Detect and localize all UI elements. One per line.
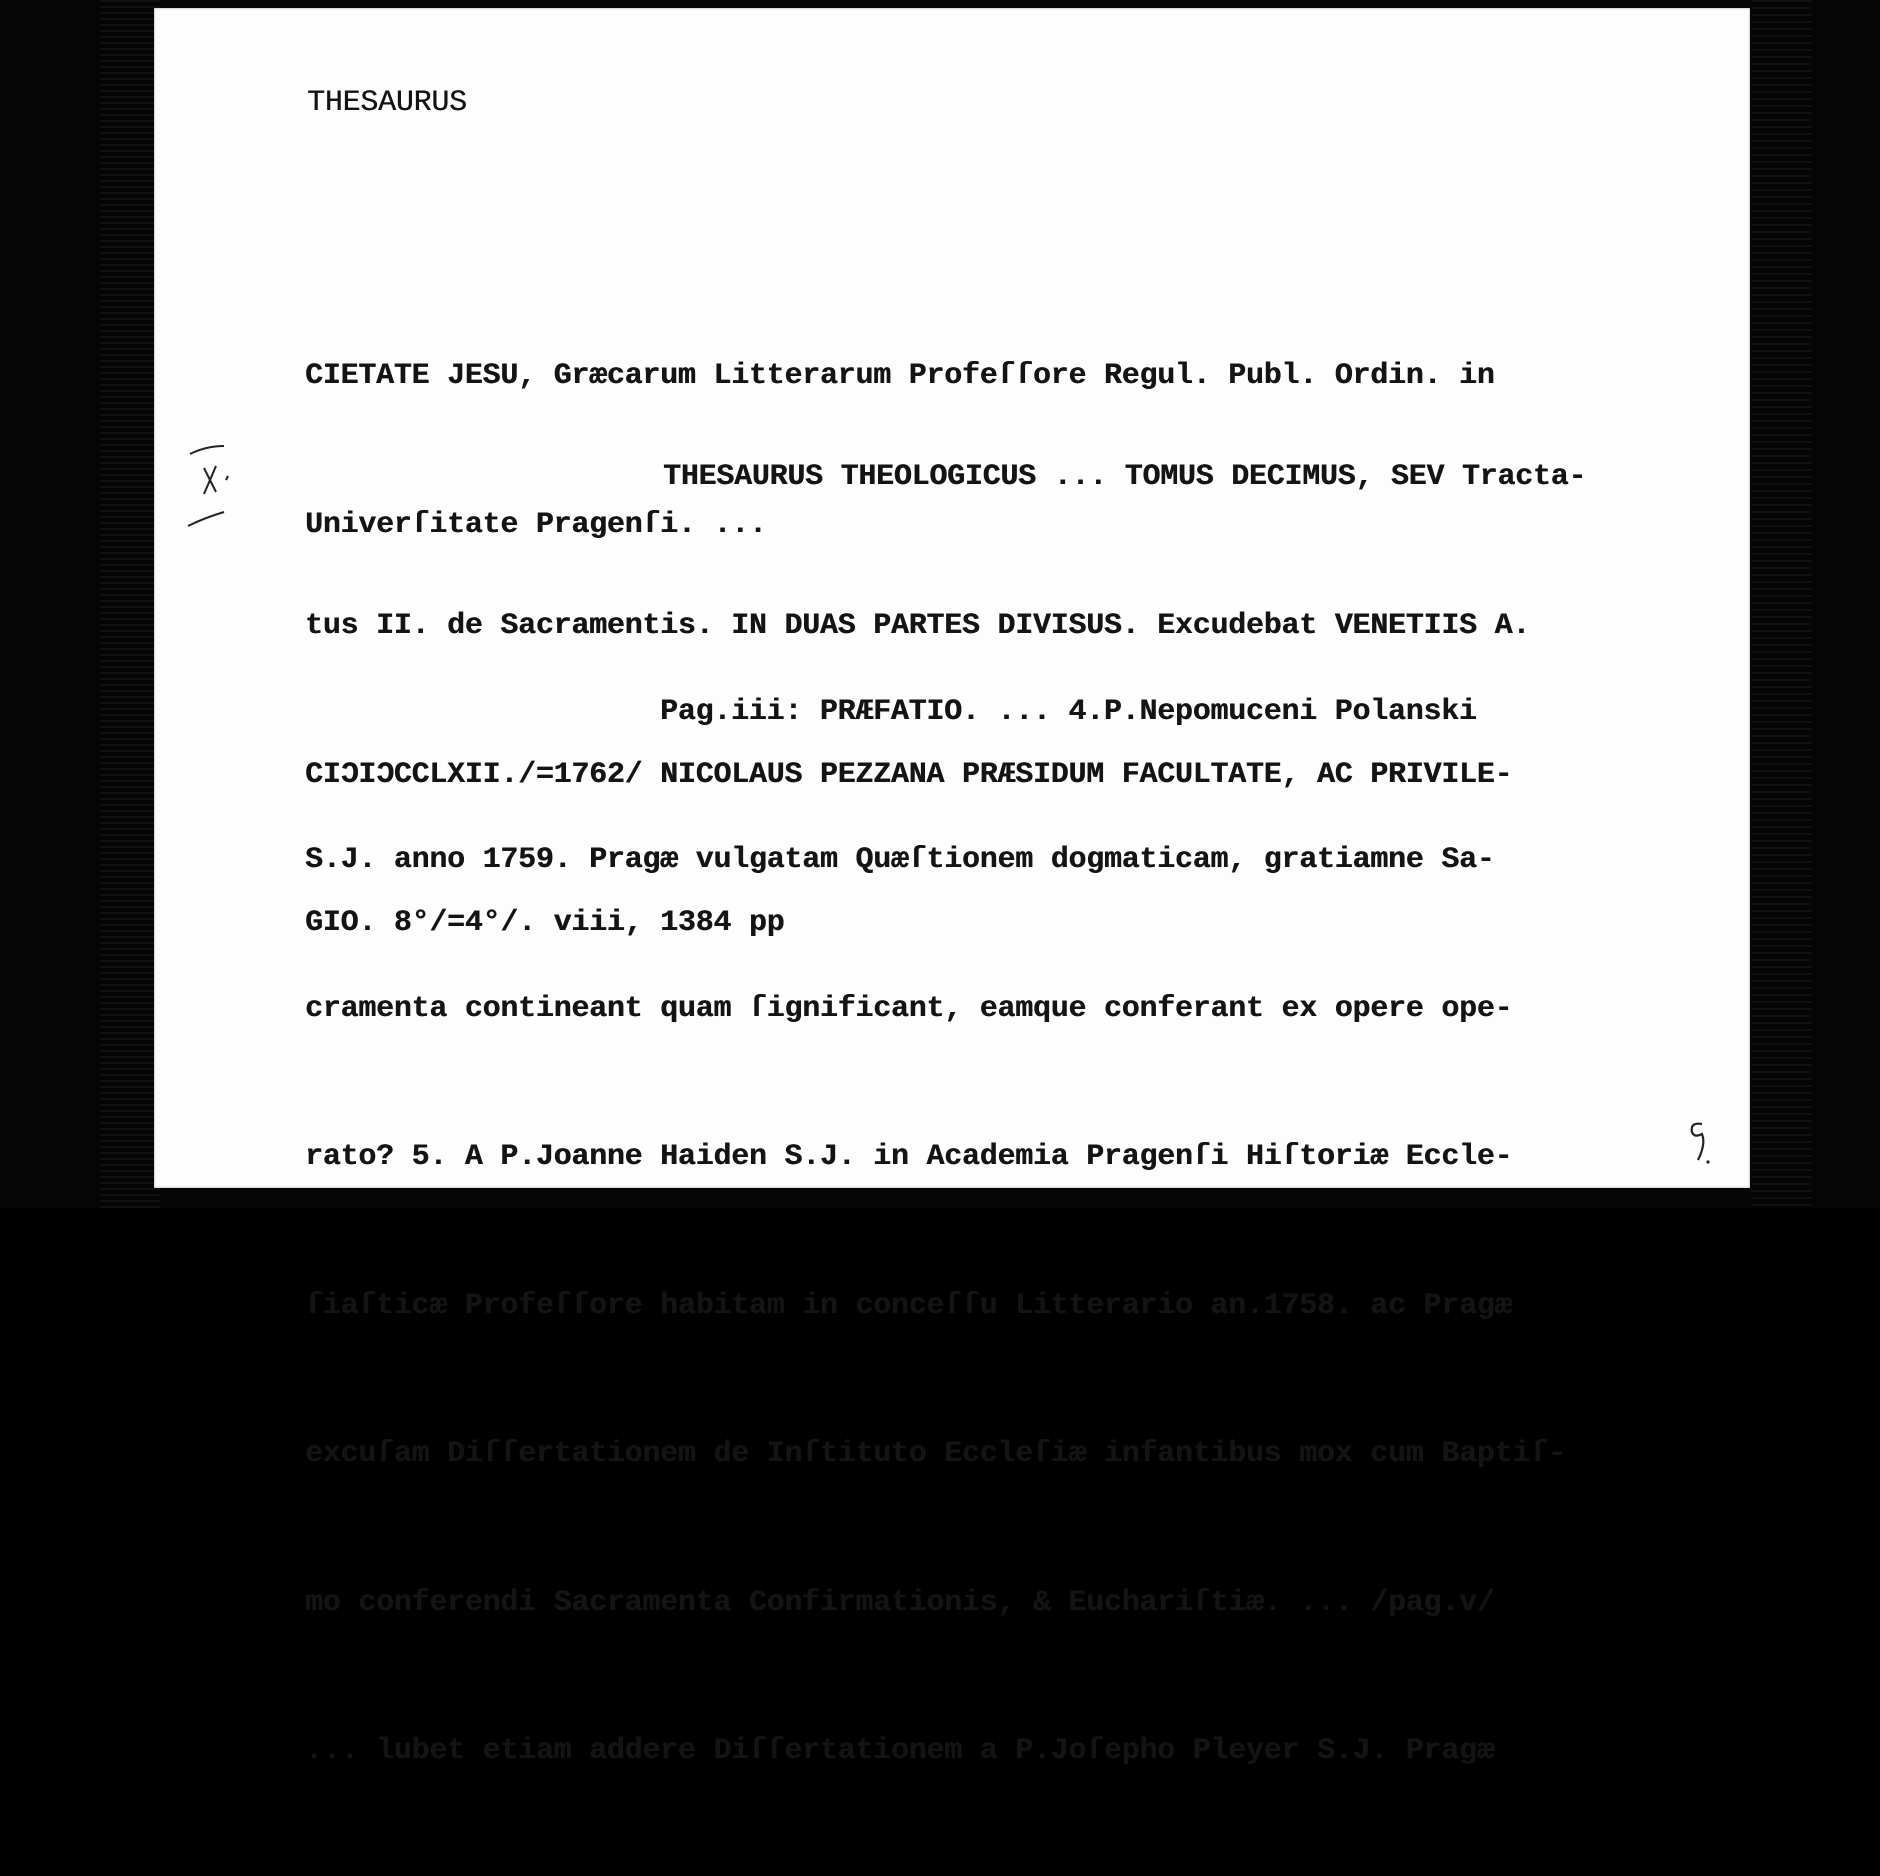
- text-line: GIO. 8°/=4°/. viii, 1384 pp: [305, 906, 785, 940]
- text-line: CIETATE JESU, Græcarum Litterarum Profeſſore Regul. Publ. Ordin. in: [305, 359, 1495, 393]
- card-heading: THESAURUS: [307, 86, 467, 120]
- handwritten-x-mark-icon: [186, 440, 242, 530]
- scan-border-right: [1752, 0, 1812, 1208]
- text-line: excuſam Diſſertationem de Inſtituto Eccleſiæ infantibus mox cum Baptiſ-: [305, 1437, 1566, 1471]
- text-line: mo conferendi Sacramenta Confirmationis, & Euchariſtiæ. ... /pag.v/: [305, 1585, 1495, 1620]
- text-line: CIƆIƆCCLXII./=1762/ NICOLAUS PEZZANA PRÆSIDUM FACULTATE, AC PRIVILE-: [305, 757, 1513, 792]
- text-line: Univerſitate Pragenſi. ...: [305, 507, 767, 542]
- text-line: S.J. anno 1759. Pragæ vulgatam Quæſtionem dogmaticam, gratiamne Sa-: [305, 843, 1495, 877]
- text-line: rato? 5. A P.Joanne Haiden S.J. in Academia Pragenſi Hiſtoriæ Eccle-: [305, 1140, 1513, 1174]
- text-line: cramenta contineant quam ſignificant, eamque conferant ex opere ope-: [305, 991, 1513, 1026]
- paragraph-3-first-line: Pag.iii: PRÆFATIO. ... 4.P.Nepomuceni Polanski: [660, 695, 1477, 729]
- handwritten-page-number-icon: [1684, 1118, 1714, 1168]
- text-line: tus II. de Sacramentis. IN DUAS PARTES DIVISUS. Excudebat VENETIIS A.: [305, 609, 1530, 643]
- paragraph-2-first-line: THESAURUS THEOLOGICUS ... TOMUS DECIMUS, SEV Tracta-: [663, 460, 1587, 494]
- text-line: ... lubet etiam addere Diſſertationem a P.Joſepho Pleyer S.J. Pragæ: [305, 1734, 1495, 1768]
- paragraph-3-body: [305, 737, 1565, 1876]
- text-line: ſiaſticæ Profeſſore habitam in conceſſu Litterario an.1758. ac Pragæ: [305, 1288, 1513, 1323]
- scan-border-left: [100, 0, 160, 1208]
